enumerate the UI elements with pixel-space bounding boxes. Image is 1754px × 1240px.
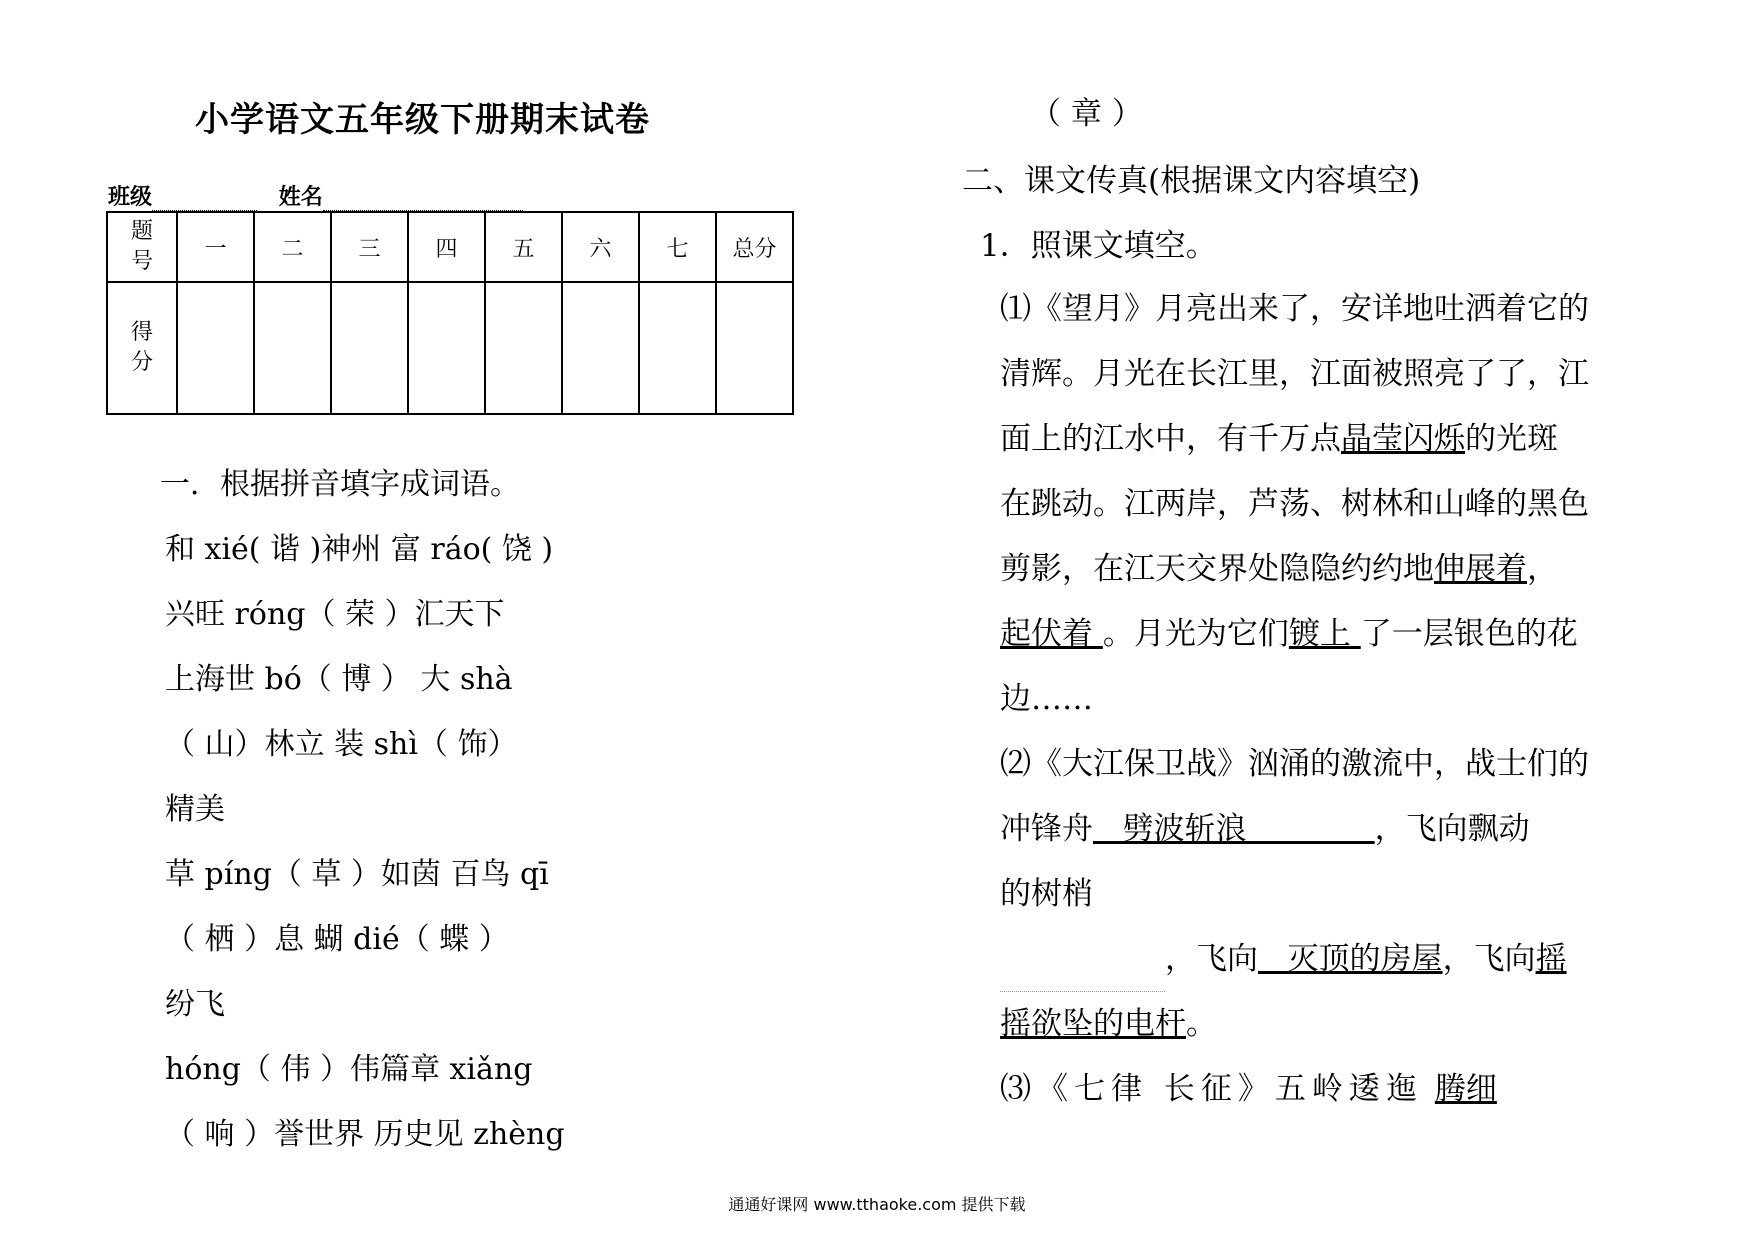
question-1-heading: 1．照课文填空。 bbox=[980, 228, 1217, 264]
passage-1-line-3: 面上的江水中，有千万点晶莹闪烁的光斑 bbox=[1000, 421, 1558, 457]
passage-1-line-4: 在跳动。江两岸，芦荡、树林和山峰的黑色 bbox=[1000, 486, 1589, 522]
score-cell-1[interactable] bbox=[177, 282, 254, 414]
pinyin-line-4: （ 山）林立 装 shì（ 饰） bbox=[165, 727, 518, 762]
col-5: 五 bbox=[485, 212, 562, 282]
name-blank[interactable] bbox=[323, 188, 523, 211]
score-table-header-row bbox=[107, 212, 793, 282]
passage-2-line-2: 冲锋舟 劈波斩浪 ，飞向飘动 bbox=[1000, 811, 1530, 847]
page-title: 小学语文五年级下册期末试卷 bbox=[195, 100, 650, 140]
passage-1-line-7: 边…… bbox=[1000, 681, 1093, 717]
score-table bbox=[106, 211, 794, 415]
col-3: 三 bbox=[331, 212, 408, 282]
name-label: 姓名 bbox=[278, 185, 323, 210]
pinyin-line-6: 草 píng（ 草 ）如茵 百鸟 qī bbox=[165, 857, 549, 892]
passage-1-line-5: 剪影，在江天交界处隐隐约约地伸展着， bbox=[1000, 551, 1558, 587]
score-cell-2[interactable] bbox=[254, 282, 331, 414]
blank-fill[interactable] bbox=[1000, 961, 1165, 992]
section-2-body bbox=[1000, 277, 1640, 1122]
col-4: 四 bbox=[408, 212, 485, 282]
score-cell-total[interactable] bbox=[716, 282, 793, 414]
pinyin-line-3: 上海世 bó（ 博 ） 大 shà bbox=[165, 662, 513, 697]
student-info bbox=[108, 180, 523, 211]
score-cell-5[interactable] bbox=[485, 282, 562, 414]
pinyin-line-7: （ 栖 ）息 蝴 dié（ 蝶 ） bbox=[165, 922, 509, 957]
footer-credit: 通通好课网 www.tthaoke.com 提供下载 bbox=[728, 1195, 1026, 1214]
answer-pibozhanlang: 劈波斩浪 bbox=[1093, 811, 1375, 847]
passage-3-line-1: ⑶《七律 长征》五岭逶迤 腾细 bbox=[1000, 1071, 1497, 1107]
answer-shenzhan: 伸展着 bbox=[1434, 551, 1527, 587]
answer-yaoyao: 摇欲坠的电杆 bbox=[1000, 1006, 1186, 1042]
col-6: 六 bbox=[562, 212, 639, 282]
passage-2-line-5: 摇欲坠的电杆。 bbox=[1000, 1006, 1217, 1042]
section-1-heading: 一．根据拼音填字成词语。 bbox=[160, 467, 520, 502]
carryover-answer: （ 章 ） bbox=[1030, 96, 1143, 132]
pinyin-line-2: 兴旺 róng（ 荣 ）汇天下 bbox=[165, 597, 505, 632]
pinyin-line-10: （ 响 ）誉世界 历史见 zhèng bbox=[165, 1117, 565, 1152]
class-blank[interactable] bbox=[152, 188, 257, 211]
col-7: 七 bbox=[639, 212, 716, 282]
section-1 bbox=[160, 452, 785, 1167]
pinyin-line-5: 精美 bbox=[165, 792, 225, 827]
col-2: 二 bbox=[254, 212, 331, 282]
score-cell-6[interactable] bbox=[562, 282, 639, 414]
score-label: 得分 bbox=[107, 282, 177, 414]
passage-1-line-6: 起伏着 。月光为它们镀上 了一层银色的花 bbox=[1000, 616, 1578, 652]
score-cell-4[interactable] bbox=[408, 282, 485, 414]
passage-2-line-1: ⑵《大江保卫战》汹涌的激流中，战士们的 bbox=[1000, 746, 1589, 782]
score-cell-7[interactable] bbox=[639, 282, 716, 414]
passage-1-line-1: ⑴《望月》月亮出来了，安详地吐洒着它的 bbox=[1000, 291, 1589, 327]
pinyin-line-9: hóng（ 伟 ）伟篇章 xiǎng bbox=[165, 1052, 533, 1087]
class-label: 班级 bbox=[108, 185, 153, 210]
passage-2-line-4: ，飞向 灭顶的房屋，飞向摇 bbox=[1000, 927, 1640, 992]
answer-mieding: 灭顶的房屋 bbox=[1258, 941, 1443, 977]
passage-2-line-3: 的树梢 bbox=[1000, 876, 1093, 912]
passage-1-line-2: 清辉。月光在长江里，江面被照亮了了，江 bbox=[1000, 356, 1589, 392]
section-2-heading: 二、课文传真(根据课文内容填空) bbox=[962, 163, 1421, 199]
col-1: 一 bbox=[177, 212, 254, 282]
answer-qifu: 起伏着 bbox=[1000, 616, 1103, 652]
pinyin-line-1: 和 xié( 谐 )神州 富 ráo( 饶 ) bbox=[165, 532, 554, 567]
col-total: 总分 bbox=[716, 212, 793, 282]
pinyin-line-8: 纷飞 bbox=[165, 987, 225, 1022]
answer-tengxi: 腾细 bbox=[1434, 1071, 1497, 1107]
question-number-label: 题号 bbox=[107, 212, 177, 282]
answer-dushang: 镀上 bbox=[1288, 616, 1361, 652]
answer-jingying: 晶莹闪烁 bbox=[1341, 421, 1465, 457]
score-table-score-row bbox=[107, 282, 793, 414]
score-cell-3[interactable] bbox=[331, 282, 408, 414]
